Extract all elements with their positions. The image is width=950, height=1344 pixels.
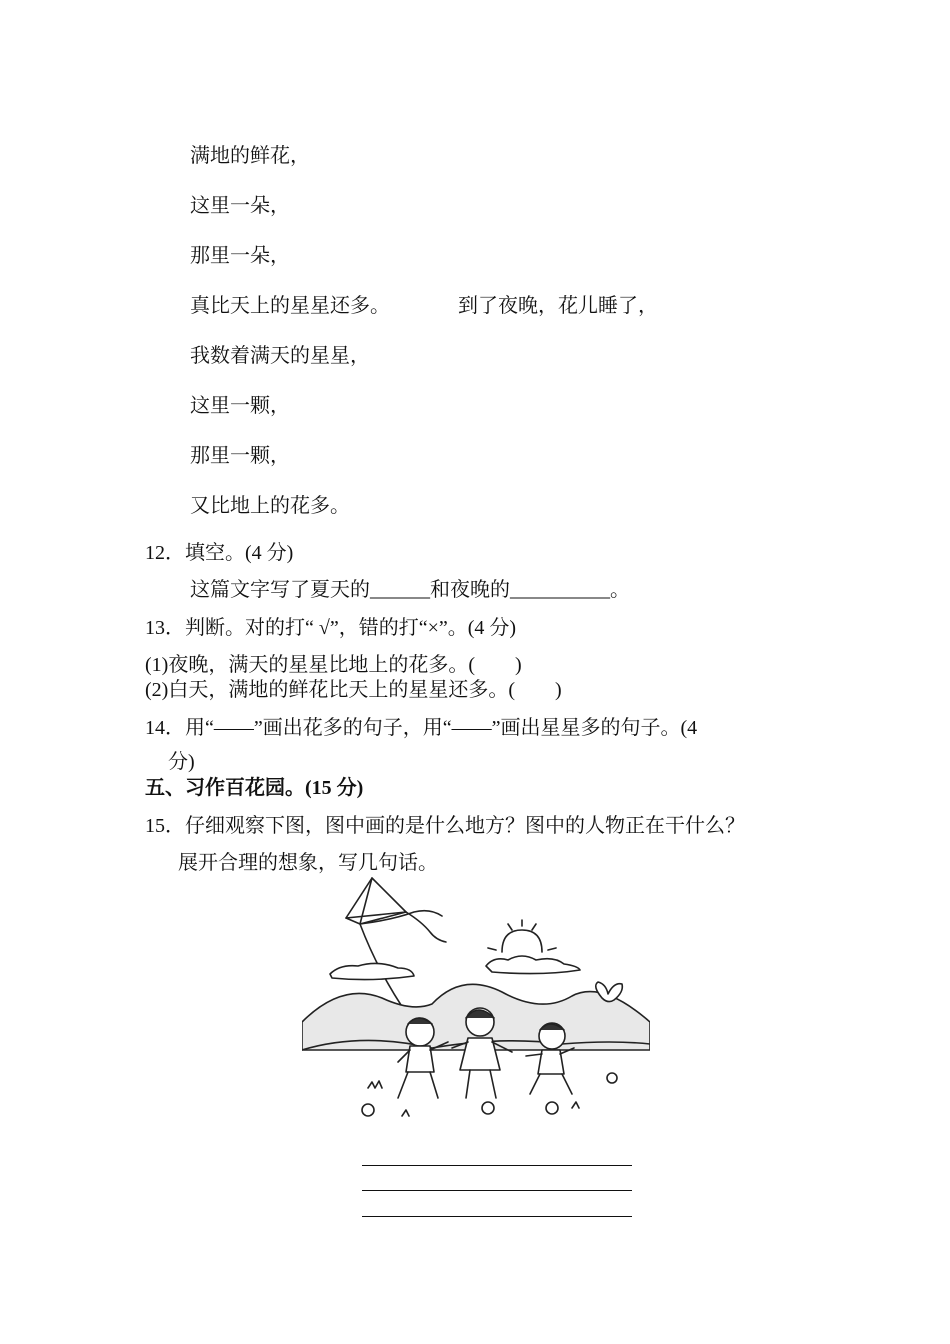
poem-line-6: 我数着满天的星星， — [190, 343, 370, 367]
kite-children-illustration — [302, 872, 650, 1124]
poem-line-2: 这里一朵， — [190, 193, 290, 217]
poem-line-4: 真比天上的星星还多。 — [190, 293, 390, 317]
question-12-text: 这篇文字写了夏天的______和夜晚的__________。 — [190, 579, 630, 601]
answer-line-2[interactable] — [362, 1190, 632, 1191]
question-14-line-2: 分) — [168, 751, 195, 773]
poem-line-8: 那里一颗， — [190, 443, 290, 467]
question-15-line-2: 展开合理的想象，写几句话。 — [178, 852, 438, 874]
section-5-heading: 五、习作百花园。(15 分) — [145, 777, 364, 799]
poem-line-1: 满地的鲜花， — [190, 143, 310, 167]
poem-line-3: 那里一朵， — [190, 243, 290, 267]
question-13-item-1: (1)夜晚，满天的星星比地上的花多。( ) — [145, 654, 522, 676]
question-15-line-1: 15．仔细观察下图，图中画的是什么地方？图中的人物正在干什么？ — [145, 815, 745, 837]
poem-line-9: 又比地上的花多。 — [190, 493, 350, 517]
answer-line-3[interactable] — [362, 1216, 632, 1217]
poem-line-7: 这里一颗， — [190, 393, 290, 417]
question-13-title: 13．判断。对的打“ √”，错的打“×”。(4 分) — [145, 617, 517, 639]
answer-line-1[interactable] — [362, 1165, 632, 1166]
poem-line-5: 到了夜晚，花儿睡了， — [458, 293, 658, 317]
question-14-line-1: 14．用“——”画出花多的句子，用“——”画出星星多的句子。(4 — [145, 717, 698, 739]
question-13-item-2: (2)白天，满地的鲜花比天上的星星还多。( ) — [145, 679, 562, 701]
question-12-title: 12．填空。(4 分) — [145, 542, 294, 564]
